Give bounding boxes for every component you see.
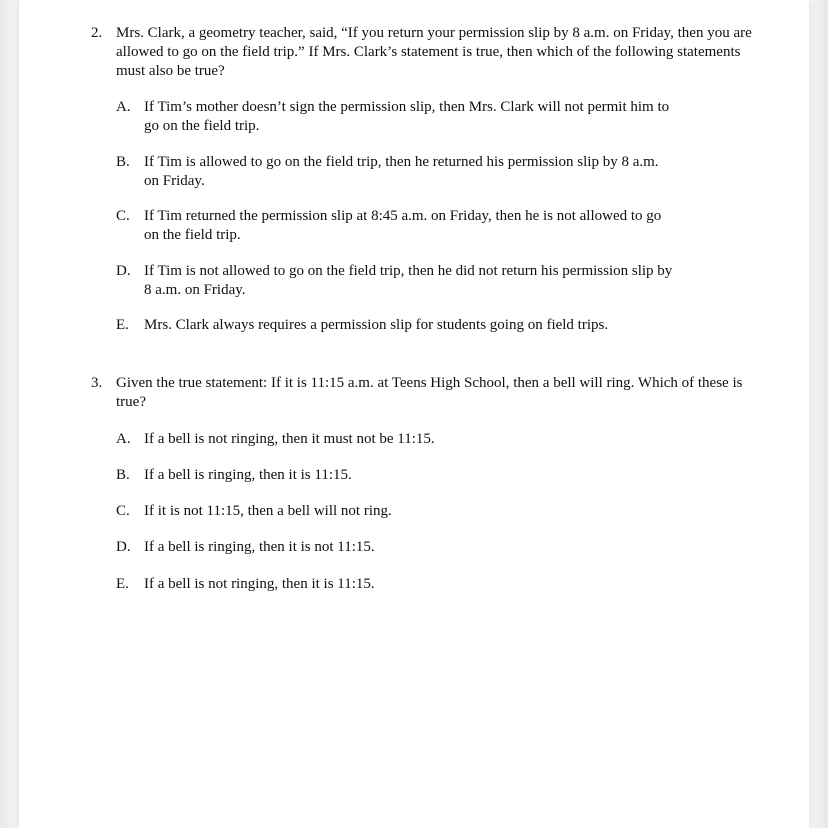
option-text: If Tim returned the permission slip at 8:45 a.m. on Friday, then he is not allowed to go on the field trip.	[144, 208, 662, 243]
option-text: If Tim’s mother doesn’t sign the permission slip, then Mrs. Clark will not permit him to go on the field trip.	[144, 99, 670, 134]
option-b	[116, 153, 676, 191]
option-text: Mrs. Clark always requires a permission slip for students going on field trips.	[144, 317, 609, 333]
question-2	[91, 24, 771, 333]
option-text: If a bell is ringing, then it is 11:15.	[144, 467, 352, 483]
option-text: If a bell is not ringing, then it is 11:15.	[144, 576, 375, 592]
option-c	[116, 207, 676, 245]
option-letter: E.	[116, 317, 129, 333]
option-d	[116, 262, 676, 300]
question-number: 2.	[91, 25, 103, 41]
option-letter: A.	[116, 99, 131, 115]
option-letter: A.	[116, 431, 131, 447]
option-letter: D.	[116, 263, 131, 279]
document-page	[19, 0, 809, 828]
option-e	[116, 575, 676, 594]
question-number: 3.	[91, 375, 103, 391]
option-text: If it is not 11:15, then a bell will not ring.	[144, 503, 392, 519]
option-text: If a bell is not ringing, then it must not be 11:15.	[144, 431, 435, 447]
option-e	[116, 316, 736, 335]
option-letter: D.	[116, 539, 131, 555]
option-letter: B.	[116, 467, 130, 483]
option-a	[116, 430, 676, 449]
option-letter: B.	[116, 154, 130, 170]
option-text: If a bell is ringing, then it is not 11:15.	[144, 539, 375, 555]
option-b	[116, 466, 676, 485]
question-3	[91, 374, 771, 592]
option-a	[116, 98, 676, 136]
question-text: Given the true statement: If it is 11:15 a.m. at Teens High School, then a bell will ring. Which of these is true?	[116, 375, 743, 410]
option-c	[116, 502, 676, 521]
question-text: Mrs. Clark, a geometry teacher, said, “If you return your permission slip by 8 a.m. on Friday, then you are allowed to go on the field trip.” If Mrs. Clark’s statement is true, then which of the following statements must also be true?	[116, 25, 752, 79]
option-letter: E.	[116, 576, 129, 592]
option-text: If Tim is allowed to go on the field trip, then he returned his permission slip by 8 a.m. on Friday.	[144, 154, 659, 189]
option-text: If Tim is not allowed to go on the field trip, then he did not return his permission slip by 8 a.m. on Friday.	[144, 263, 673, 298]
option-letter: C.	[116, 208, 130, 224]
option-letter: C.	[116, 503, 130, 519]
option-d	[116, 538, 676, 557]
